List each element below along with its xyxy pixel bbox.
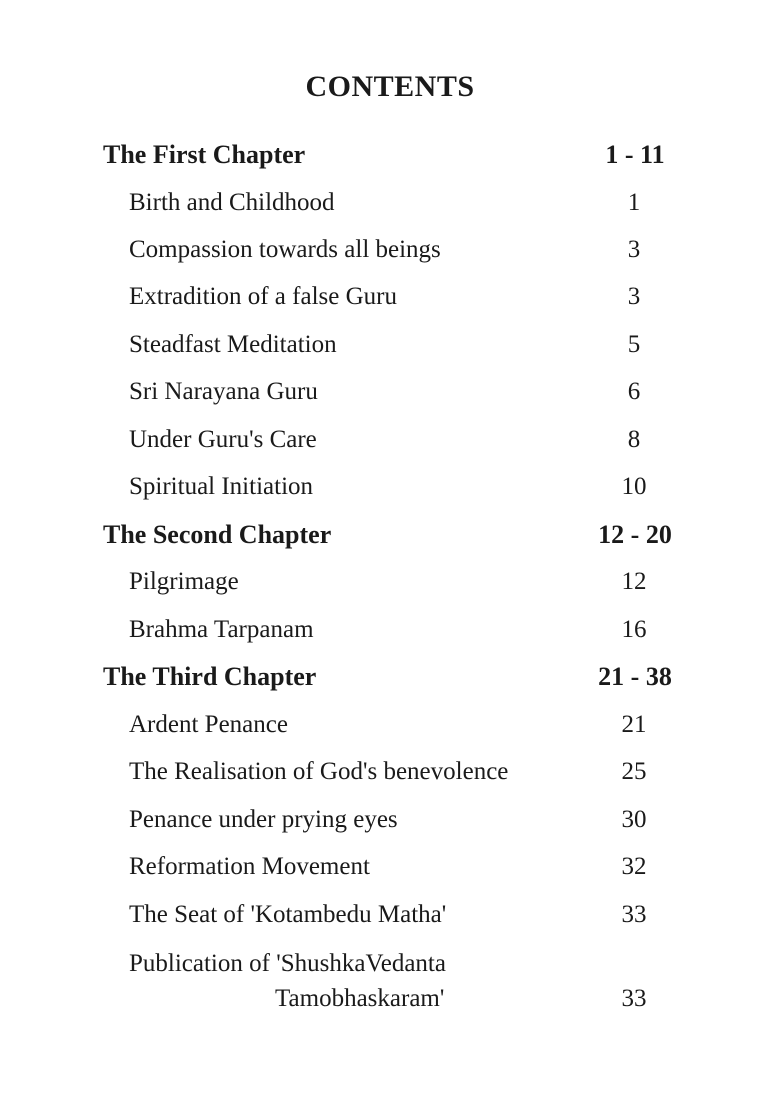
toc-entry-label: The Seat of 'Kotambedu Matha' bbox=[129, 901, 447, 928]
toc-entry bbox=[0, 895, 780, 935]
toc-entry-page: 12 bbox=[621, 568, 647, 595]
chapter-row bbox=[0, 657, 780, 697]
toc-entry-page: 16 bbox=[621, 616, 647, 643]
toc-entry-label: Pilgrimage bbox=[129, 568, 239, 595]
toc-entry-page: 30 bbox=[621, 806, 647, 833]
toc-entry-page: 25 bbox=[621, 758, 647, 785]
toc-entry-page: 8 bbox=[627, 426, 641, 453]
toc-entry-label: Steadfast Meditation bbox=[129, 331, 337, 358]
toc-entry-label: Penance under prying eyes bbox=[129, 806, 398, 833]
chapter-title: The Second Chapter bbox=[103, 520, 332, 549]
toc-entry-label: Under Guru's Care bbox=[129, 426, 317, 453]
toc-entry-page: 1 bbox=[627, 189, 641, 216]
toc-entry-page: 6 bbox=[627, 378, 641, 405]
toc-entry-label: Sri Narayana Guru bbox=[129, 378, 318, 405]
toc-entry-page: 21 bbox=[621, 711, 647, 738]
toc-entry-page: 3 bbox=[627, 283, 641, 310]
toc-entry bbox=[0, 752, 780, 792]
chapter-title: The First Chapter bbox=[103, 140, 306, 169]
toc-entry bbox=[0, 230, 780, 270]
toc-entry bbox=[0, 562, 780, 602]
toc-entry-page: 5 bbox=[627, 331, 641, 358]
chapter-row bbox=[0, 135, 780, 175]
toc-entry bbox=[0, 944, 780, 984]
toc-entry bbox=[0, 467, 780, 507]
toc-entry-label: Extradition of a false Guru bbox=[129, 283, 397, 310]
chapter-page-range: 21 - 38 bbox=[598, 662, 672, 691]
toc-entry-label: Reformation Movement bbox=[129, 853, 370, 880]
chapter-page-range: 12 - 20 bbox=[598, 520, 672, 549]
toc-entry-page: 33 bbox=[621, 901, 647, 928]
chapter-title: The Third Chapter bbox=[103, 662, 317, 691]
toc-entry-label: The Realisation of God's benevolence bbox=[129, 758, 509, 785]
toc-entry-label: Spiritual Initiation bbox=[129, 473, 314, 500]
chapter-row bbox=[0, 515, 780, 555]
toc-entry bbox=[0, 705, 780, 745]
page-title: CONTENTS bbox=[305, 70, 475, 103]
toc-entry bbox=[0, 325, 780, 365]
toc-entry-label: Brahma Tarpanam bbox=[129, 616, 314, 643]
toc-entry-page: 32 bbox=[621, 853, 647, 880]
toc-entry bbox=[0, 800, 780, 840]
toc-entry-label: Birth and Childhood bbox=[129, 189, 335, 216]
toc-entry bbox=[0, 420, 780, 460]
toc-entry-label: Compassion towards all beings bbox=[129, 236, 441, 263]
toc-entry bbox=[0, 277, 780, 317]
toc-entry bbox=[0, 183, 780, 223]
toc-entry-page: 10 bbox=[621, 473, 647, 500]
toc-entry-label: Ardent Penance bbox=[129, 711, 288, 738]
toc-entry-continuation bbox=[0, 979, 780, 1019]
toc-entry bbox=[0, 847, 780, 887]
toc-entry-page: 3 bbox=[627, 236, 641, 263]
toc-entry-page: 33 bbox=[621, 985, 647, 1012]
chapter-page-range: 1 - 11 bbox=[605, 140, 665, 169]
toc-entry-label: Publication of 'ShushkaVedanta bbox=[129, 950, 446, 977]
toc-entry-label-continuation: Tamobhaskaram' bbox=[275, 985, 445, 1012]
toc-entry bbox=[0, 610, 780, 650]
toc-entry bbox=[0, 372, 780, 412]
